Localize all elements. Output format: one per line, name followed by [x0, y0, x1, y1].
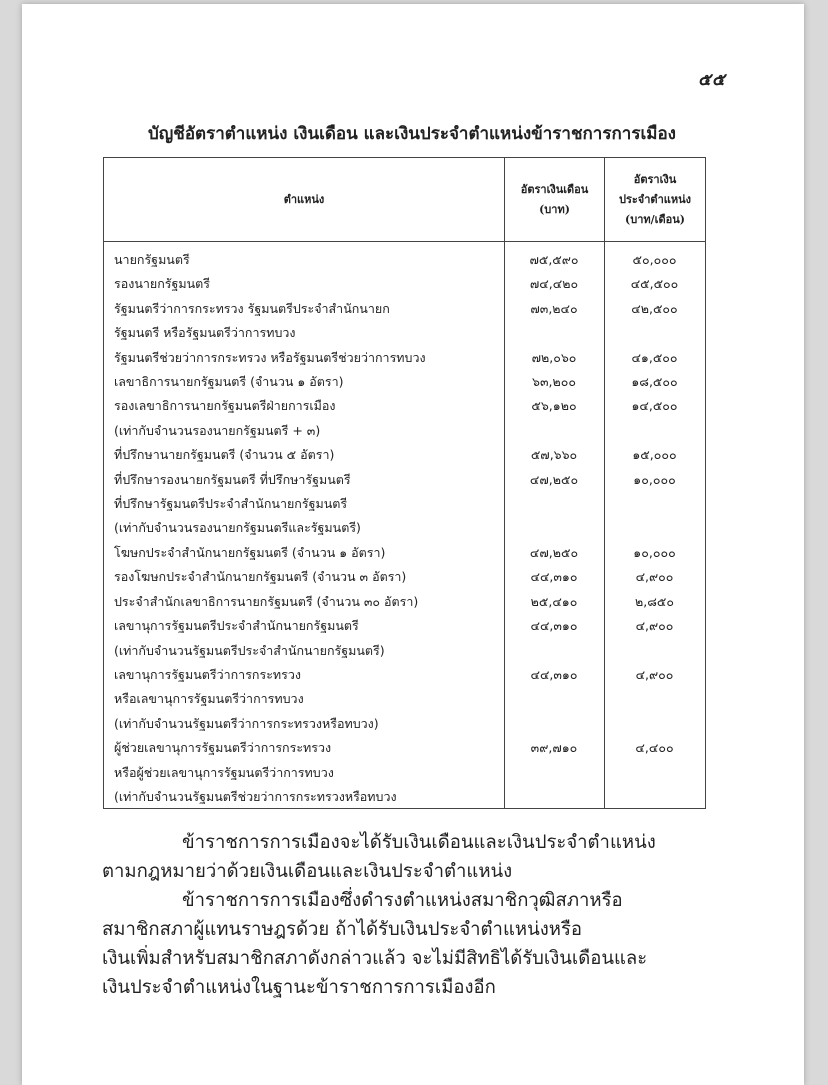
cell-salary: ๕๖,๑๒๐ [531, 398, 577, 414]
header-allowance-line: (บาท/เดือน) [625, 212, 685, 226]
cell-position: โฆษกประจำสำนักนายกรัฐมนตรี (จำนวน ๑ อัตรา) [114, 544, 386, 560]
cell-allowance: ๔,๙๐๐ [635, 569, 674, 585]
cell-allowance: ๔,๙๐๐ [635, 666, 674, 682]
cell-salary: ๗๓,๒๔๐ [530, 300, 578, 316]
cell-position: (เท่ากับจำนวนรองนายกรัฐมนตรี + ๓) [114, 422, 321, 438]
cell-salary [504, 712, 604, 736]
table-row [104, 492, 705, 516]
cell-allowance [604, 712, 705, 736]
cell-salary [504, 419, 604, 443]
document-page [22, 4, 804, 1085]
cell-salary: ๗๕,๕๙๐ [529, 252, 579, 267]
cell-position: หรือเลขานุการรัฐมนตรีว่าการทบวง [114, 691, 304, 707]
table-row [104, 590, 705, 614]
cell-allowance: ๒,๘๕๐ [635, 593, 674, 609]
cell-allowance [604, 492, 705, 516]
cell-salary [504, 321, 604, 345]
cell-position: รองเลขาธิการนายกรัฐมนตรีฝ่ายการเมือง [114, 398, 336, 414]
cell-allowance: ๑๕,๐๐๐ [632, 447, 677, 463]
cell-position: ที่ปรึกษารองนายกรัฐมนตรี ที่ปรึกษารัฐมนตรี [114, 471, 351, 487]
cell-position: เลขานุการรัฐมนตรีประจำสำนักนายกรัฐมนตรี [114, 618, 359, 634]
table-row [104, 370, 705, 394]
table-row [104, 565, 705, 589]
cell-position: นายกรัฐมนตรี [114, 252, 190, 267]
cell-position: ที่ปรึกษานายกรัฐมนตรี (จำนวน ๕ อัตรา) [114, 447, 335, 463]
document-title: บัญชีอัตราตำแหน่ง เงินเดือน และเงินประจำตำแหน่งข้าราชการการเมือง [148, 124, 676, 144]
cell-allowance: ๔,๔๐๐ [635, 740, 674, 756]
table-row [104, 761, 705, 785]
cell-allowance [604, 419, 705, 443]
cell-position: ผู้ช่วยเลขานุการรัฐมนตรีว่าการกระทรวง [114, 740, 332, 756]
cell-allowance [604, 785, 705, 809]
body-text [102, 828, 726, 1002]
cell-allowance: ๕๐,๐๐๐ [632, 252, 677, 267]
cell-salary: ๔๗,๒๕๐ [529, 544, 579, 560]
cell-salary: ๗๔,๔๒๐ [529, 276, 579, 292]
cell-position: (เท่ากับจำนวนรัฐมนตรีประจำสำนักนายกรัฐมนตรี) [114, 642, 385, 658]
cell-position: รองโฆษกประจำสำนักนายกรัฐมนตรี (จำนวน ๓ อัตรา) [114, 569, 407, 585]
cell-salary [504, 516, 604, 540]
table-row [104, 516, 705, 540]
paragraph [102, 886, 726, 1002]
cell-allowance: ๑๐,๐๐๐ [633, 544, 676, 560]
cell-position: ที่ปรึกษารัฐมนตรีประจำสำนักนายกรัฐมนตรี [114, 496, 348, 512]
cell-position: เลขาธิการนายกรัฐมนตรี (จำนวน ๑ อัตรา) [114, 374, 344, 390]
cell-salary [504, 687, 604, 711]
paragraph-line: เงินประจำตำแหน่งในฐานะข้าราชการการเมืองอีก [102, 977, 496, 998]
salary-table [103, 157, 706, 809]
table-row [104, 712, 705, 736]
cell-allowance: ๑๐,๐๐๐ [633, 471, 676, 487]
header-salary-line: (บาท) [539, 202, 570, 216]
table-row [104, 663, 705, 687]
cell-allowance: ๑๔,๕๐๐ [631, 398, 678, 414]
cell-salary [504, 492, 604, 516]
table-row [104, 297, 705, 321]
paragraph-line: ข้าราชการการเมืองจะได้รับเงินเดือนและเงินประจำตำแหน่ง [182, 832, 656, 853]
cell-salary: ๔๔,๓๑๐ [530, 618, 578, 634]
cell-salary: ๗๒,๐๖๐ [531, 349, 577, 365]
cell-salary: ๖๓,๒๐๐ [532, 374, 576, 390]
cell-position: (เท่ากับจำนวนรัฐมนตรีช่วยว่าการกระทรวงหรือทบวง [114, 788, 397, 804]
table-row [104, 785, 705, 809]
cell-position: (เท่ากับจำนวนรองนายกรัฐมนตรีและรัฐมนตรี) [114, 520, 361, 536]
cell-position: รัฐมนตรีช่วยว่าการกระทรวง หรือรัฐมนตรีช่วยว่าการทบวง [114, 349, 426, 365]
cell-allowance [604, 639, 705, 663]
cell-salary [504, 761, 604, 785]
cell-allowance: ๔๑,๕๐๐ [631, 349, 678, 365]
paragraph-line: ตามกฎหมายว่าด้วยเงินเดือนและเงินประจำตำแหน่ง [102, 861, 513, 882]
cell-position: หรือผู้ช่วยเลขานุการรัฐมนตรีว่าการทบวง [114, 764, 334, 780]
paragraph-line: เงินเพิ่มสำหรับสมาชิกสภาดังกล่าวแล้ว จะไม่มีสิทธิได้รับเงินเดือนและ [102, 948, 648, 969]
cell-salary: ๓๙,๗๑๐ [530, 740, 578, 756]
table-row [104, 639, 705, 663]
cell-salary: ๕๗,๖๖๐ [530, 447, 578, 463]
table-row [104, 468, 705, 492]
cell-salary [504, 785, 604, 809]
header-allowance-line: ประจำตำแหน่ง [619, 192, 691, 206]
cell-position: เลขานุการรัฐมนตรีว่าการกระทรวง [114, 666, 301, 682]
cell-allowance [604, 687, 705, 711]
table-row [104, 736, 705, 760]
table-row [104, 614, 705, 638]
header-allowance [605, 158, 705, 241]
header-salary [505, 158, 604, 241]
page-number: ๕๕ [698, 70, 726, 90]
cell-salary: ๔๔,๓๑๐ [530, 569, 578, 585]
paragraph-line: ข้าราชการการเมืองซึ่งดำรงตำแหน่งสมาชิกวุฒิสภาหรือ [182, 890, 623, 911]
cell-allowance: ๔,๙๐๐ [635, 618, 674, 634]
cell-salary: ๔๗,๒๕๐ [529, 471, 579, 487]
table-row [104, 346, 705, 370]
cell-allowance: ๑๘,๕๐๐ [631, 374, 678, 390]
cell-salary: ๔๔,๓๑๐ [530, 666, 578, 682]
header-position [104, 158, 504, 241]
cell-salary: ๒๕,๔๑๐ [530, 593, 578, 609]
table-row [104, 687, 705, 711]
cell-allowance [604, 516, 705, 540]
table-body [104, 248, 705, 809]
cell-position: รัฐมนตรีว่าการกระทรวง รัฐมนตรีประจำสำนักนายก [114, 300, 390, 316]
header-salary-line: อัตราเงินเดือน [520, 182, 589, 196]
cell-position: (เท่ากับจำนวนรัฐมนตรีว่าการกระทรวงหรือทบวง) [114, 715, 379, 731]
cell-allowance: ๔๒,๕๐๐ [631, 300, 678, 316]
header-allowance-line: อัตราเงิน [633, 172, 677, 186]
cell-position: ประจำสำนักเลขาธิการนายกรัฐมนตรี (จำนวน ๓๐ อัตรา) [114, 593, 419, 609]
paragraph-line: สมาชิกสภาผู้แทนราษฎรด้วย ถ้าได้รับเงินประจำตำแหน่งหรือ [102, 919, 582, 940]
table-row [104, 248, 705, 272]
cell-allowance: ๔๕,๕๐๐ [630, 276, 679, 292]
cell-salary [504, 639, 604, 663]
cell-allowance [604, 321, 705, 345]
header-divider [104, 241, 705, 242]
table-row [104, 443, 705, 467]
table-row [104, 394, 705, 418]
paragraph [102, 828, 726, 886]
cell-position: รัฐมนตรี หรือรัฐมนตรีว่าการทบวง [114, 325, 296, 341]
cell-allowance [604, 761, 705, 785]
table-row [104, 541, 705, 565]
table-row [104, 272, 705, 296]
table-row [104, 321, 705, 345]
table-row [104, 419, 705, 443]
header-position-label: ตำแหน่ง [283, 192, 325, 206]
cell-position: รองนายกรัฐมนตรี [114, 276, 211, 292]
